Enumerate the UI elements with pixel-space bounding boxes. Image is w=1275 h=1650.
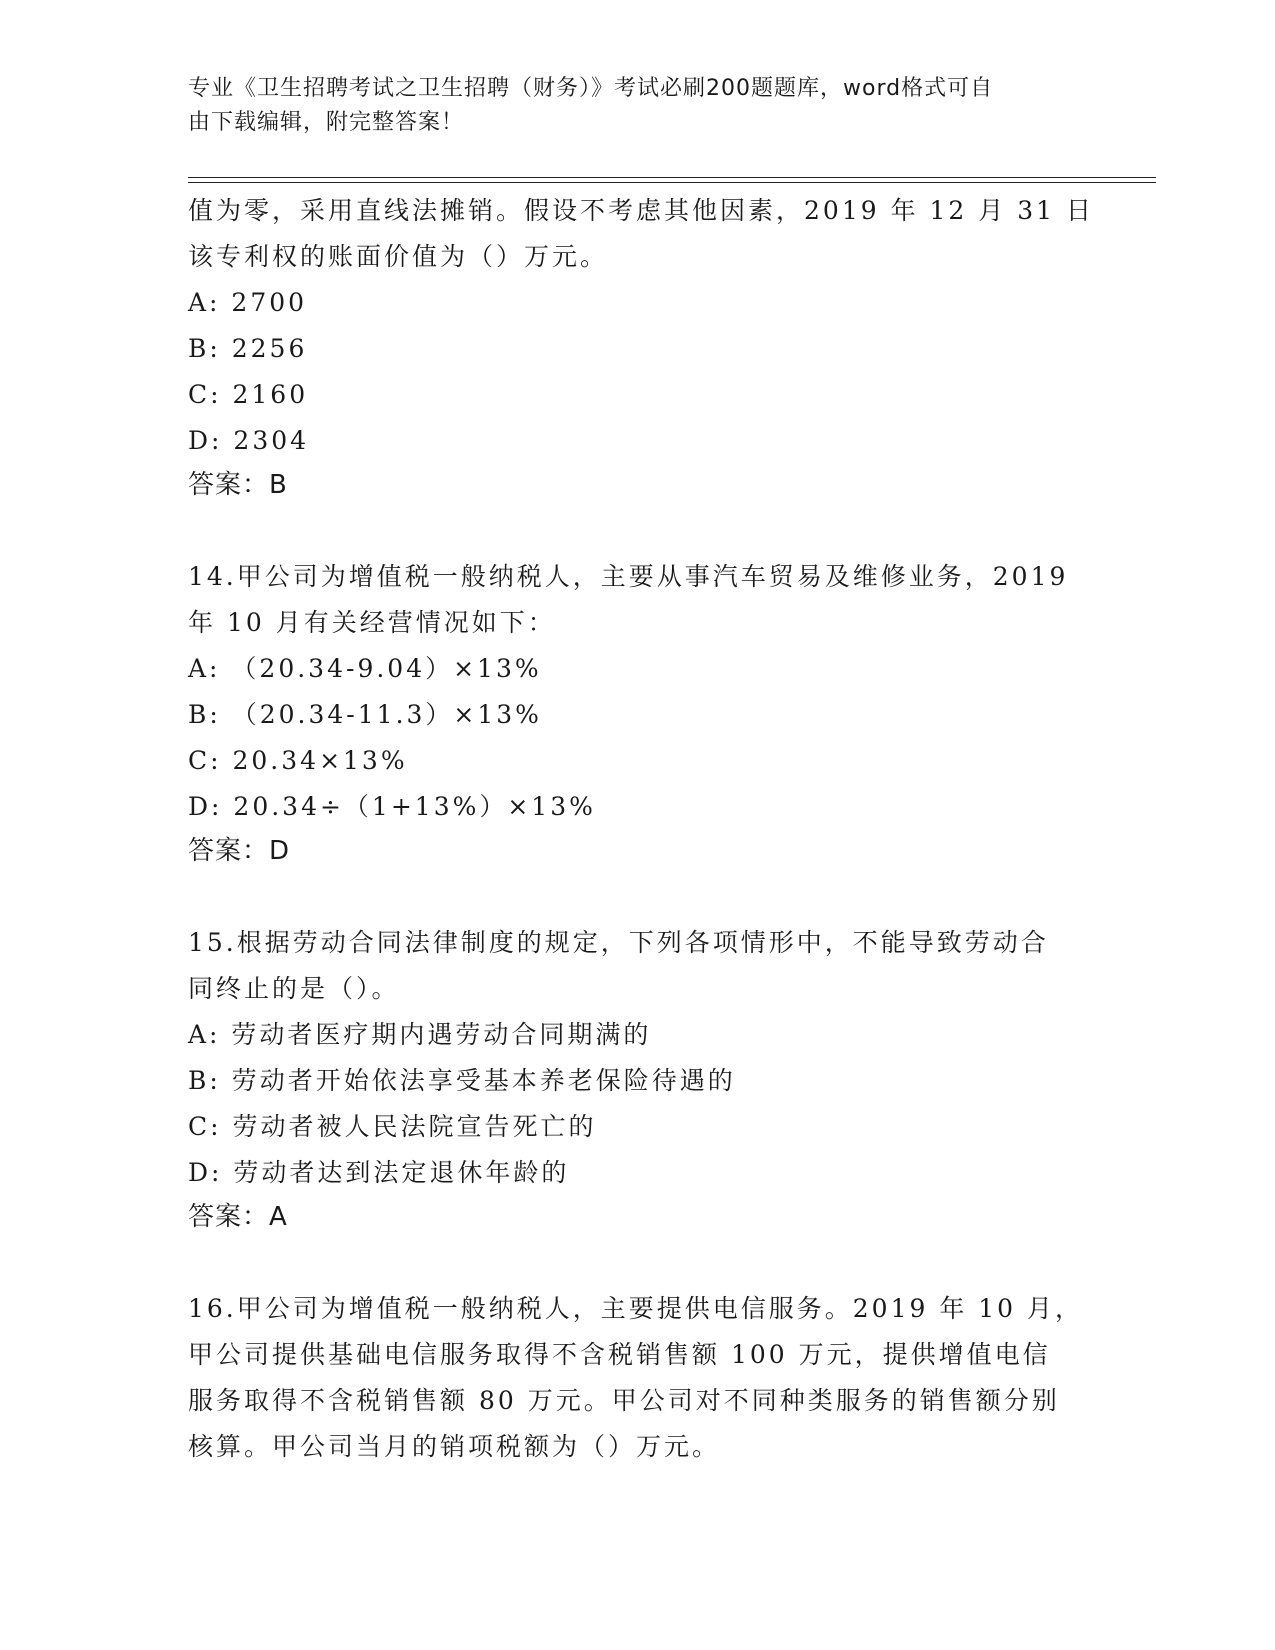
answer: 答案：D	[188, 836, 291, 866]
header-rule-top	[188, 177, 1156, 178]
question-16	[188, 1286, 1088, 1470]
header-line-1: 专业《卫生招聘考试之卫生招聘（财务）》考试必刷200题题库，word格式可自	[188, 76, 994, 101]
question-text: 值为零，采用直线法摊销。假设不考虑其他因素，2019 年 12 月 31 日	[188, 196, 1094, 225]
option-c: C: 20.34×13%	[188, 746, 408, 775]
page-header	[188, 72, 1088, 140]
document-body	[188, 188, 1094, 1470]
question-13	[188, 188, 1094, 506]
option-d: D: 劳动者达到法定退休年龄的	[188, 1158, 570, 1187]
question-text: 年 10 月有关经营情况如下：	[188, 608, 556, 637]
answer: 答案：B	[188, 470, 288, 500]
question-text: 甲公司提供基础电信服务取得不含税销售额 100 万元，提供增值电信	[188, 1340, 1051, 1369]
question-text: 16.甲公司为增值税一般纳税人，主要提供电信服务。2019 年 10 月，	[188, 1294, 1084, 1323]
option-b: B: 劳动者开始依法享受基本养老保险待遇的	[188, 1066, 736, 1095]
option-d: D: 2304	[188, 426, 310, 455]
question-text: 15.根据劳动合同法律制度的规定，下列各项情形中，不能导致劳动合	[188, 928, 1049, 957]
option-a: A: 2700	[188, 288, 308, 317]
option-a: A: 劳动者医疗期内遇劳动合同期满的	[188, 1020, 652, 1049]
header-line-2: 由下载编辑，附完整答案！	[188, 110, 465, 135]
question-15	[188, 920, 1088, 1238]
question-text: 同终止的是（）。	[188, 974, 400, 1003]
question-text: 核算。甲公司当月的销项税额为（）万元。	[188, 1432, 721, 1461]
option-c: C: 劳动者被人民法院宣告死亡的	[188, 1112, 597, 1141]
option-b: B: （20.34-11.3）×13%	[188, 700, 542, 729]
option-c: C: 2160	[188, 380, 309, 409]
question-text: 该专利权的账面价值为（）万元。	[188, 242, 609, 271]
option-d: D: 20.34÷（1+13%）×13%	[188, 792, 596, 821]
header-rule-bottom	[188, 182, 1156, 183]
question-14	[188, 554, 1088, 872]
question-text: 服务取得不含税销售额 80 万元。甲公司对不同种类服务的销售额分别	[188, 1386, 1060, 1415]
question-text: 14.甲公司为增值税一般纳税人，主要从事汽车贸易及维修业务，2019	[188, 562, 1069, 591]
answer: 答案：A	[188, 1202, 288, 1232]
option-a: A: （20.34-9.04）×13%	[188, 654, 542, 683]
option-b: B: 2256	[188, 334, 308, 363]
